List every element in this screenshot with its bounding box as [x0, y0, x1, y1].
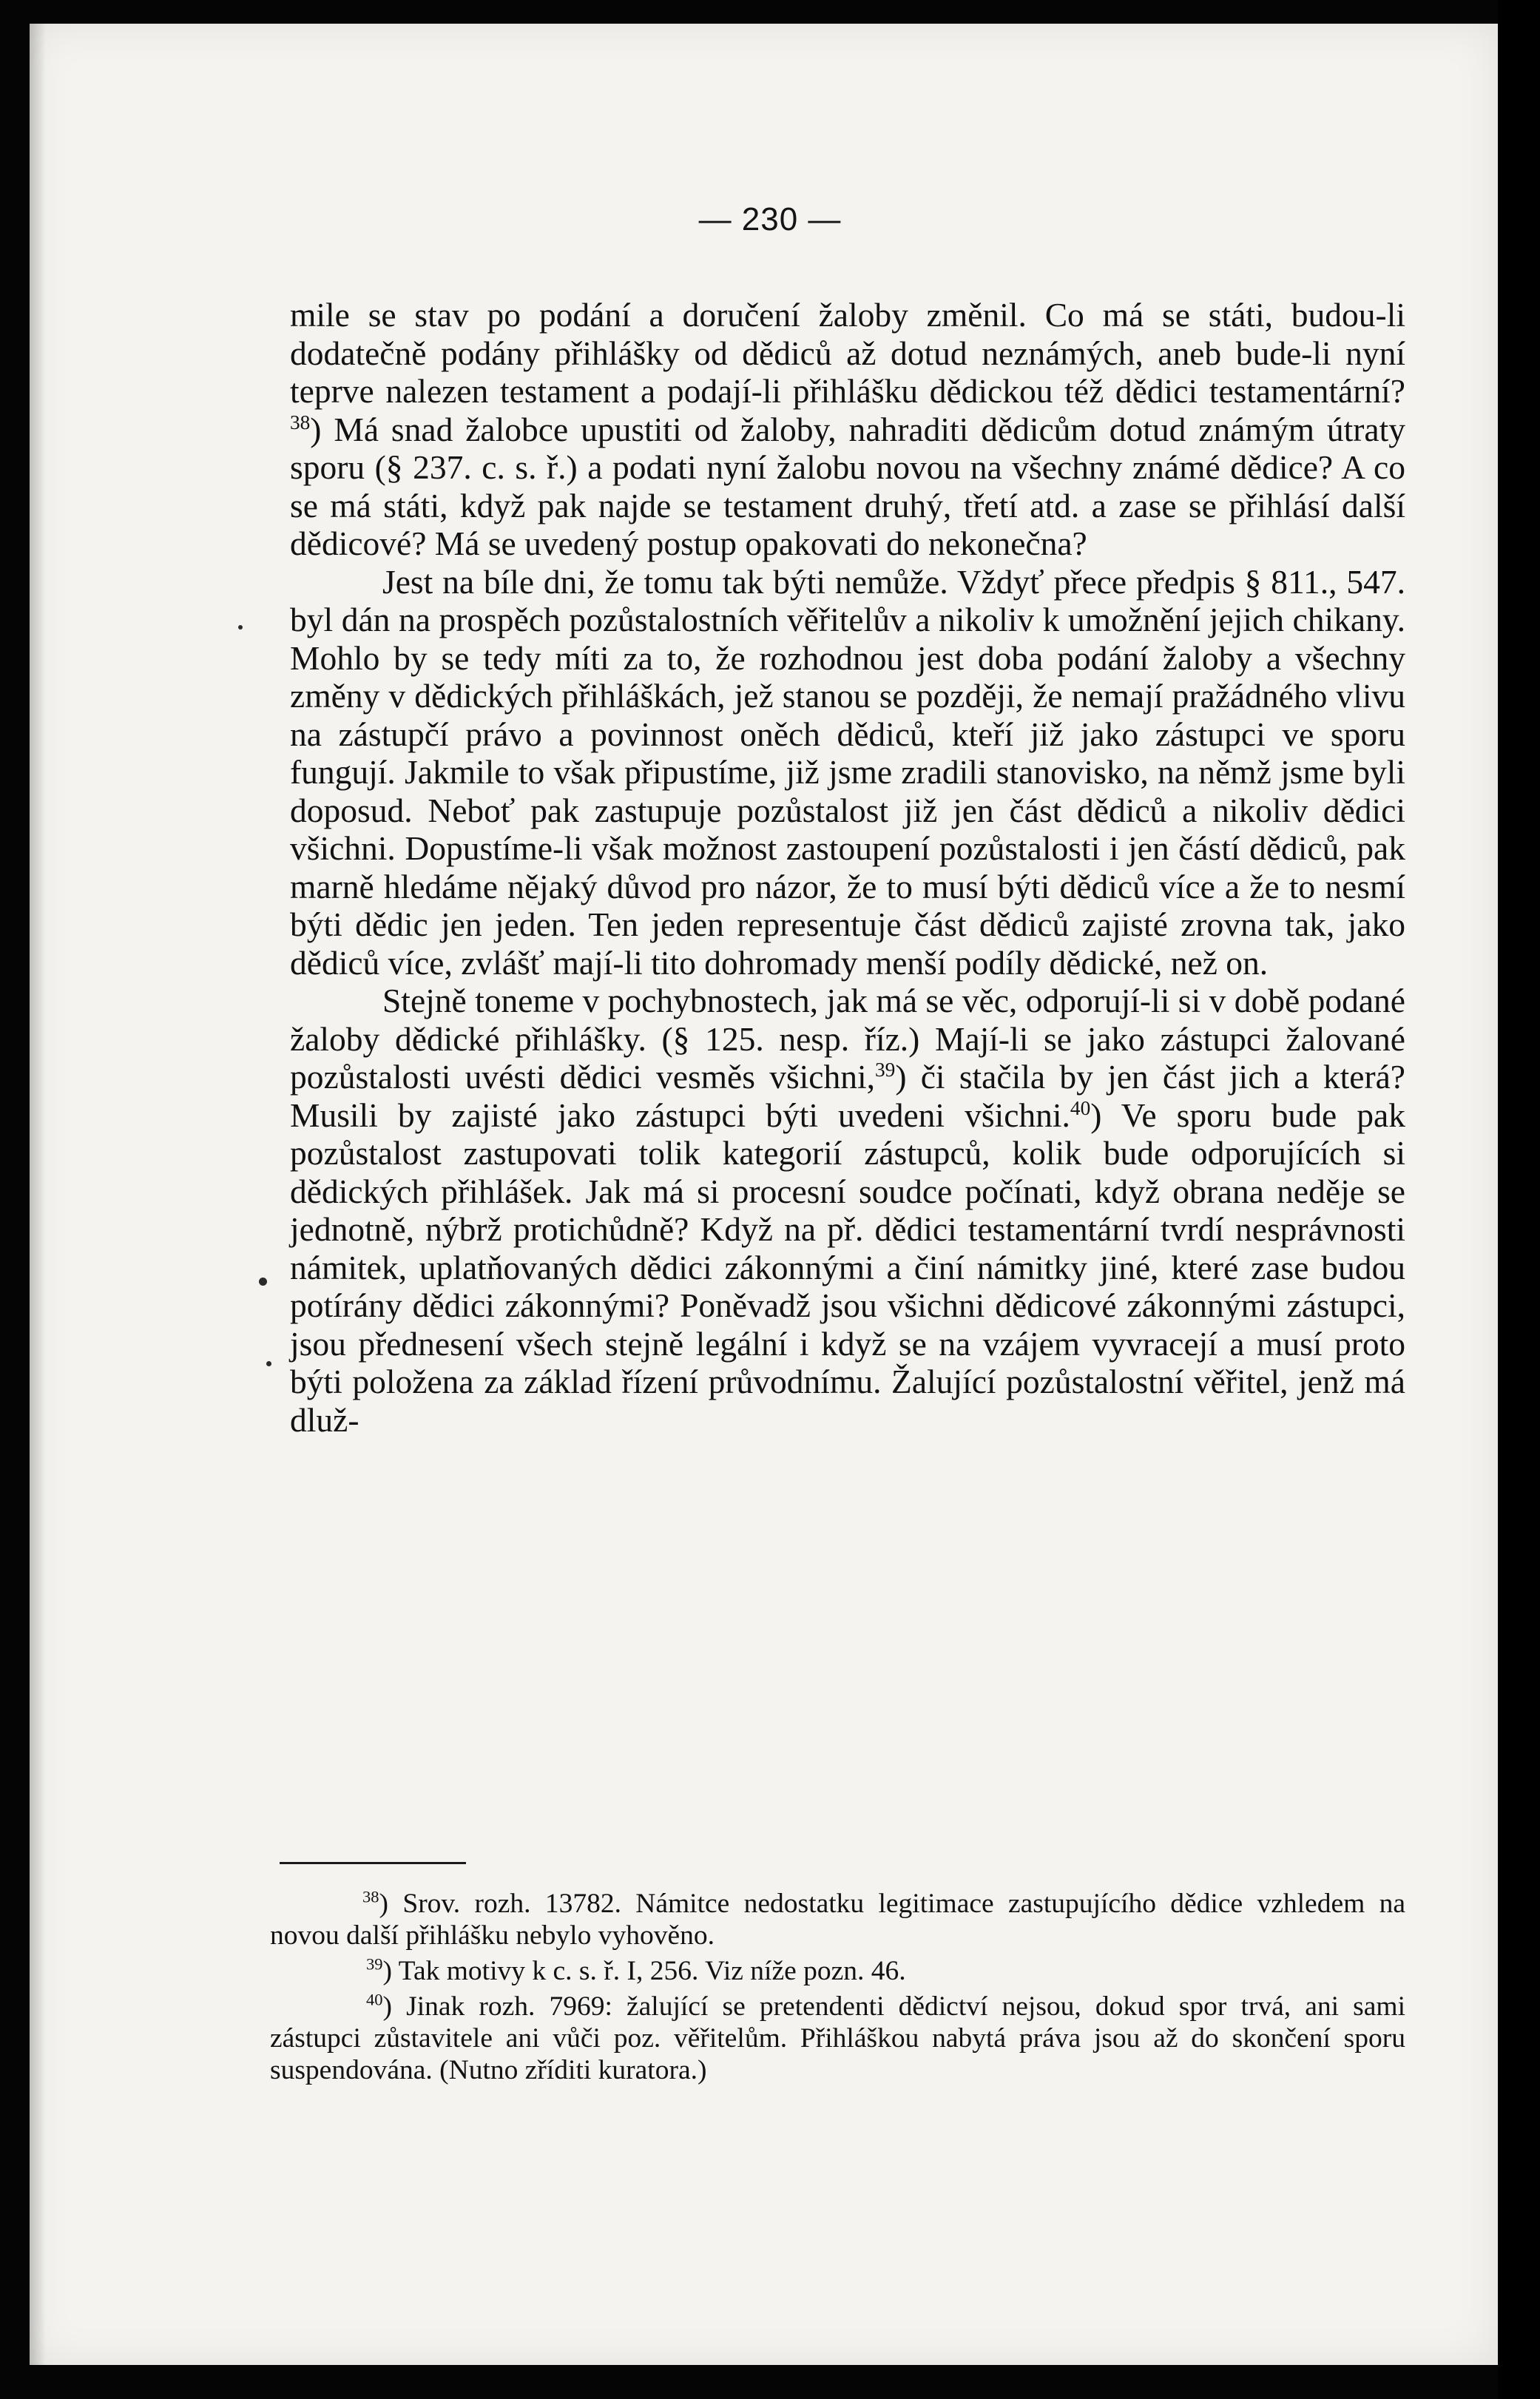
footnote-divider	[280, 1862, 466, 1864]
paragraph-2: Jest na bíle dni, že tomu tak býti nemůže. Vždyť přece předpis § 811., 547. byl dán na prospěch pozůstalostních věřitelův a nikoliv k umožnění jejich chikany. Mohlo by se tedy míti za to, že rozhodnou jest doba podání žaloby a všechny změny v dědických přihláškách, jež stanou se později, že nemají pražádného vlivu na zástupčí právo a povinnost oněch dědiců, kteří již jako zástupci ve sporu fungují. Jakmile to však připustíme, již jsme zradili stanovisko, na němž jsme byli doposud. Neboť pak zastupuje pozůstalost již jen část dědiců a nikoliv dědici všichni. Dopustíme-li však možnost zastoupení pozůstalosti i jen částí dědiců, pak marně hledáme nějaký důvod pro názor, že to musí býti dědiců více a že to nesmí býti dědic jen jeden. Ten jeden representuje část dědiců zajisté zrovna tak, jako dědiců více, zvlášť mají-li tito dohromady menší podíly dědické, než on.	[290, 562, 1405, 982]
body-text	[290, 296, 1405, 1439]
footnote-40: $^{40}$) Jinak rozh. 7969: žalující se pretendenti dědictví nejsou, dokud spor trvá, ani sami zástupci zůstavitele ani vůči poz. věřitelům. Přihláškou nabytá práva jsou až do skončení sporu suspendována. (Nutno zříditi kuratora.)	[270, 1990, 1405, 2085]
scan-edge	[1498, 0, 1540, 2399]
page-number: — 230 —	[698, 201, 842, 237]
footnotes	[270, 1888, 1405, 2090]
binding-shadow	[30, 24, 46, 2365]
footnote-ref-40: 40	[1070, 1096, 1091, 1119]
print-speck	[238, 625, 243, 630]
print-speck	[259, 1278, 267, 1286]
paragraph-1: mile se stav po podání a doručení žaloby změnil. Co má se státi, budou-li dodatečně podány přihlášky od dědiců až dotud neznámých, aneb bude-li nyní teprve nalezen testament a podají-li přihlášku dědickou též dědici testamentární?$^{38}$) Má snad žalobce upustiti od žaloby, nahraditi dědicům dotud známým útraty sporu (§ 237. c. s. ř.) a podati nyní žalobu novou na všechny známé dědice? A co se má státi, když pak najde se testament druhý, třetí atd. a zase se přihlásí další dědicové? Má se uvedený postup opakovati do nekonečna?	[290, 296, 1405, 562]
print-speck	[266, 1361, 271, 1366]
footnote-39: $^{39}$) Tak motivy k c. s. ř. I, 256. Viz níže pozn. 46.	[366, 1954, 906, 1986]
paragraph-3: Stejně toneme v pochybnostech, jak má se věc, odporují-li si v době podané žaloby dědické přihlášky. (§ 125. nesp. říz.) Mají-li se jako zástupci žalované pozůstalosti uvésti dědici vesměs všichni,$^{39}$) či stačila by jen část jich a která? Musili by zajisté jako zástupci býti uvedeni všichni.$^{40}$) Ve sporu bude pak pozůstalost zastupovati tolik kategorií zástupců, kolik bude odporujících si dědických přihlášek. Jak má si procesní soudce počínati, když obrana neděje se jednotně, nýbrž protichůdně? Když na př. dědici testamentární tvrdí nesprávnosti námitek, uplatňovaných dědici zákonnými a činí námitky jiné, které zase budou potírány dědici zákonnými? Poněvadž jsou všichni dědicové zákonnými zástupci, jsou přednesení všech stejně legální i když se na vzájem vyvracejí a musí proto býti položena za základ řízení průvodnímu. Žalující pozůstalostní věřitel, jenž má dluž-	[290, 982, 1405, 1439]
footnote-38: $^{38}$) Srov. rozh. 13782. Námitce nedostatku legitimace zastupujícího dědice vzhledem na novou další přihlášku nebylo vyhověno.	[270, 1887, 1405, 1951]
footnote-ref-38: 38	[290, 411, 311, 433]
footnote-ref-39: 39	[875, 1058, 896, 1081]
